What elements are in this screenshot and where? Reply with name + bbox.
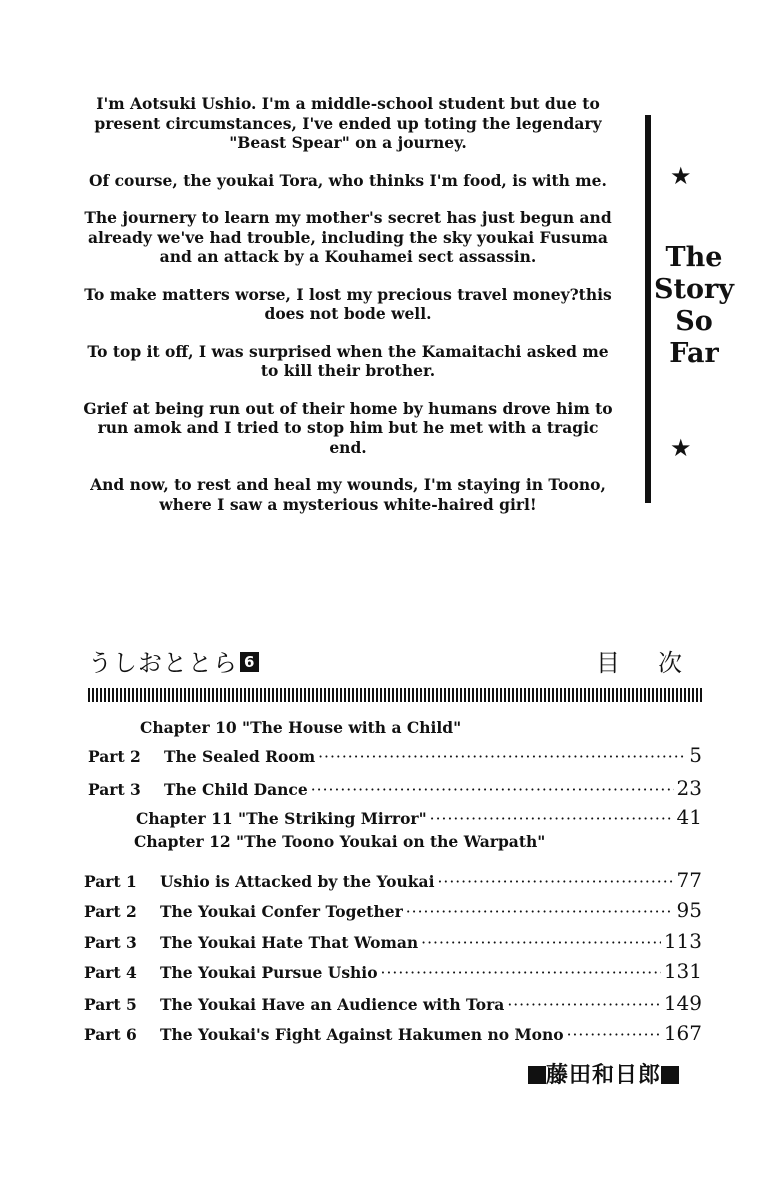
toc-part: Part 3 bbox=[84, 933, 137, 952]
toc-leader bbox=[311, 781, 674, 799]
chapter-heading: Chapter 12 "The Toono Youkai on the Warpath" bbox=[134, 832, 546, 851]
toc-entry bbox=[84, 929, 702, 953]
toc-entry bbox=[84, 898, 702, 922]
square-icon bbox=[528, 1066, 546, 1084]
toc-entry bbox=[88, 776, 702, 800]
toc-leader bbox=[381, 964, 661, 982]
toc-title: The Child Dance bbox=[164, 780, 308, 799]
toc-part: Part 6 bbox=[84, 1025, 137, 1044]
toc-page: 113 bbox=[663, 929, 702, 953]
toc-leader bbox=[421, 934, 661, 952]
story-paragraph: Of course, the youkai Tora, who thinks I'm food, is with me. bbox=[89, 170, 607, 190]
toc-entry bbox=[84, 868, 702, 892]
story-paragraph: I'm Aotsuki Ushio. I'm a middle-school student but due to present circumstances, I've ended up toting the legendary "Beast Spear" on a journey. bbox=[94, 94, 602, 152]
volume-badge: 6 bbox=[240, 652, 259, 672]
title-line: Far bbox=[669, 338, 719, 369]
toc-title: The Youkai Pursue Ushio bbox=[160, 963, 378, 982]
toc-page: 23 bbox=[676, 776, 702, 800]
toc-page: 95 bbox=[676, 898, 702, 922]
toc-leader bbox=[406, 903, 674, 921]
toc-page: 149 bbox=[663, 991, 702, 1015]
toc-title: The Youkai's Fight Against Hakumen no Mono bbox=[160, 1025, 564, 1044]
title-line: Story bbox=[654, 274, 734, 305]
toc-title: Ushio is Attacked by the Youkai bbox=[160, 872, 435, 891]
toc-title: The Youkai Have an Audience with Tora bbox=[160, 995, 505, 1014]
toc-leader bbox=[430, 810, 674, 828]
toc-leader bbox=[507, 996, 660, 1014]
story-so-far-text bbox=[78, 94, 618, 532]
author-name bbox=[528, 1062, 679, 1090]
star-icon: ★ bbox=[670, 434, 692, 462]
toc-title: The Sealed Room bbox=[164, 747, 316, 766]
series-title bbox=[88, 648, 259, 678]
toc-entry bbox=[84, 991, 702, 1015]
tick-divider bbox=[88, 688, 702, 702]
toc-page: 131 bbox=[663, 959, 702, 983]
toc-page: 5 bbox=[689, 743, 702, 767]
star-icon: ★ bbox=[670, 162, 692, 190]
toc-page: 77 bbox=[676, 868, 702, 892]
title-line: The bbox=[665, 242, 723, 273]
toc-leader bbox=[567, 1026, 661, 1044]
toc-title: Chapter 11 "The Striking Mirror" bbox=[136, 809, 427, 828]
story-paragraph: To top it off, I was surprised when the Kamaitachi asked me to kill their brother. bbox=[87, 341, 609, 380]
toc-part: Part 2 bbox=[84, 902, 137, 921]
title-line: So bbox=[675, 306, 713, 337]
toc-entry bbox=[136, 805, 702, 829]
toc-part: Part 3 bbox=[88, 780, 141, 799]
toc-leader bbox=[318, 748, 686, 766]
toc-part: Part 2 bbox=[88, 747, 141, 766]
toc-leader bbox=[437, 873, 673, 891]
toc-entry bbox=[84, 959, 702, 983]
toc-title: The Youkai Hate That Woman bbox=[160, 933, 419, 952]
toc-part: Part 4 bbox=[84, 963, 137, 982]
toc-part: Part 5 bbox=[84, 995, 137, 1014]
story-paragraph: The journery to learn my mother's secret has just begun and already we've had trouble, including the sky youkai Fusuma and an attack by a Kouhamei sect assassin. bbox=[84, 208, 612, 266]
square-icon bbox=[661, 1066, 679, 1084]
toc-part: Part 1 bbox=[84, 872, 137, 891]
author-text: 藤田和日郎 bbox=[546, 1063, 662, 1088]
story-so-far-title bbox=[648, 242, 740, 370]
story-paragraph: Grief at being run out of their home by humans drove him to run amok and I tried to stop him but he met with a tragic end. bbox=[83, 398, 613, 457]
toc-title: The Youkai Confer Together bbox=[160, 902, 403, 921]
toc-page: 41 bbox=[676, 805, 702, 829]
story-paragraph: And now, to rest and heal my wounds, I'm staying in Toono, where I saw a mysterious white-haired girl! bbox=[90, 475, 606, 514]
toc-entry bbox=[88, 743, 702, 767]
series-title-text: うしおととら bbox=[88, 649, 238, 677]
toc-entry bbox=[84, 1021, 702, 1045]
chapter-heading: Chapter 10 "The House with a Child" bbox=[140, 718, 462, 737]
contents-label: 目次 bbox=[596, 649, 720, 677]
story-paragraph: To make matters worse, I lost my precious travel money?this does not bode well. bbox=[84, 284, 612, 323]
toc-page: 167 bbox=[663, 1021, 702, 1045]
